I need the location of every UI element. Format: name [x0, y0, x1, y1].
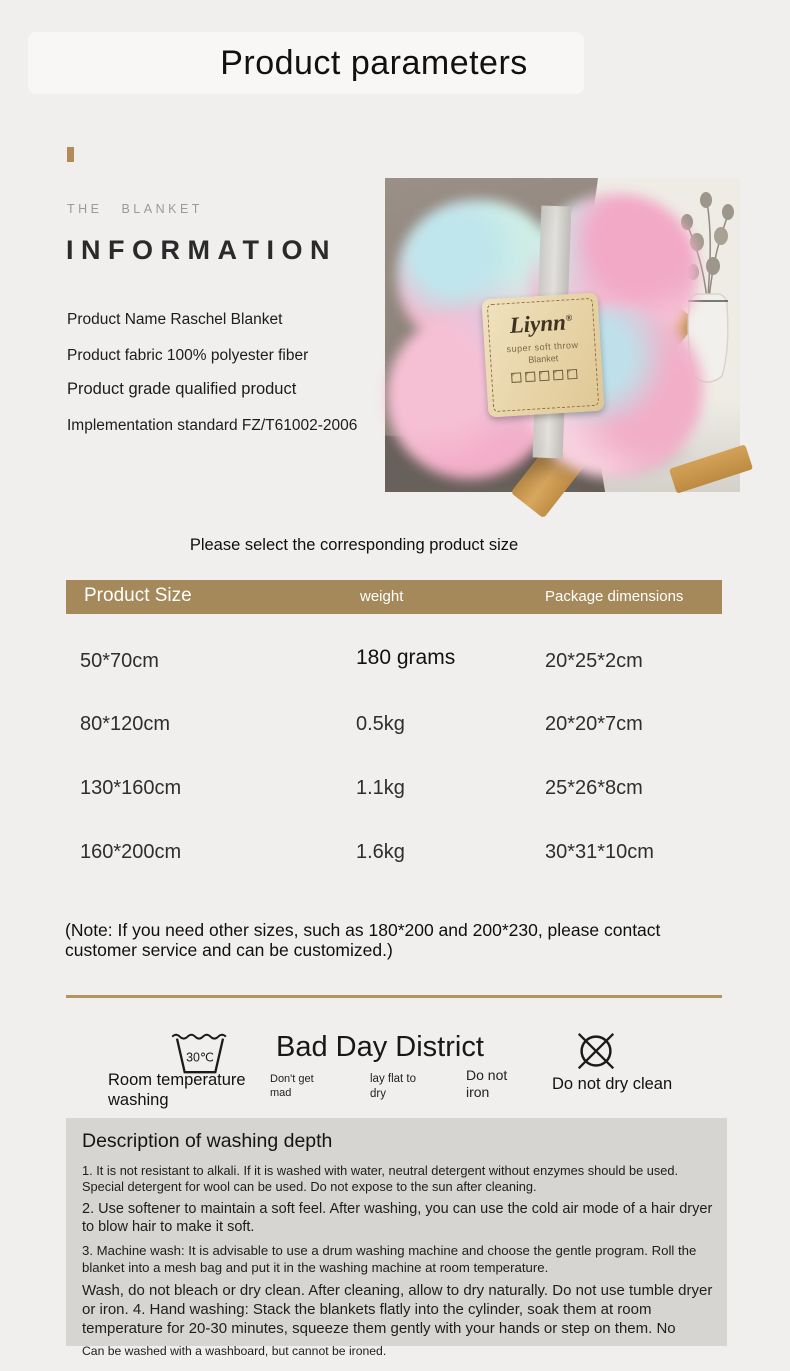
- cell-weight: 180 grams: [356, 646, 456, 669]
- care-brand-text: Bad Day District: [276, 1031, 484, 1063]
- cell-size: 160*200cm: [80, 841, 182, 863]
- header-weight: weight: [360, 588, 404, 605]
- cell-weight: 0.5kg: [356, 713, 405, 735]
- do-not-dry-clean-label: Do not dry clean: [552, 1075, 673, 1093]
- accent-bar: [67, 147, 74, 162]
- header-package-dimensions: Package dimensions: [545, 588, 684, 605]
- dont-get-mad-label: Don't get mad: [270, 1073, 314, 1100]
- size-prompt: Please select the corresponding product size: [189, 536, 519, 554]
- do-not-iron-label: Do not iron: [466, 1067, 508, 1100]
- washing-paragraph-1: 1. It is not resistant to alkali. If it is washed with water, neutral detergent without enzymes should be used. Special detergent for wool can be used. Do not expose to the sun after cleaning.: [82, 1163, 679, 1195]
- cell-package: 20*20*7cm: [545, 713, 643, 735]
- cell-package: 25*26*8cm: [545, 777, 643, 799]
- tag-brand-text: Liynn: [508, 309, 567, 338]
- size-table-header: [66, 580, 722, 614]
- room-temperature-washing-label: Room temperature washing: [108, 1071, 246, 1109]
- lay-flat-to-dry-label: lay flat to dry: [370, 1073, 417, 1100]
- washing-paragraph-2: 2. Use softener to maintain a soft feel. After washing, you can use the cold air mode of a hair dryer to blow hair to make it soft.: [82, 1201, 713, 1236]
- cell-size: 130*160cm: [80, 777, 182, 799]
- registered-mark: ®: [565, 312, 573, 323]
- washing-paragraph-5: Can be washed with a washboard, but cannot be ironed.: [82, 1344, 387, 1359]
- tag-subtitle-2: Blanket: [527, 353, 559, 365]
- washing-paragraph-3: 3. Machine wash: It is advisable to use a drum washing machine and choose the gentle program. Roll the blanket into a mesh bag and put it in the washing machine at room temperature.: [82, 1243, 697, 1275]
- size-note: (Note: If you need other sizes, such as 180*200 and 200*230, please contact customer service and can be customized.): [65, 920, 661, 960]
- tag-brand: [488, 308, 593, 340]
- page-title: Product parameters: [220, 44, 528, 82]
- cell-weight: 1.1kg: [356, 777, 405, 799]
- hang-tag-border: [487, 298, 599, 412]
- washing-description-box: [66, 1118, 727, 1359]
- cell-package: 20*25*2cm: [545, 650, 643, 672]
- product-name-line: Product Name Raschel Blanket: [67, 311, 283, 328]
- product-grade-line: Product grade qualified product: [67, 380, 297, 398]
- care-symbols-icon: [492, 368, 596, 384]
- info-eyebrow: THE BLANKET: [67, 202, 203, 216]
- no-dry-clean-icon: [572, 1029, 620, 1077]
- washing-paragraph-4: Wash, do not bleach or dry clean. After cleaning, allow to dry naturally. Do not use tumble dryer or iron. 4. Hand washing: Stack the blankets flatly into the cylinder, soak them at room temperature for 20-30 minutes, squeeze them gently with your hands or step on them. No: [82, 1282, 713, 1337]
- info-heading: INFORMATION: [66, 235, 337, 265]
- cell-size: 80*120cm: [80, 713, 171, 735]
- header-product-size: Product Size: [84, 585, 192, 606]
- wash-temp-label: 30℃: [186, 1050, 214, 1065]
- implementation-standard-line: Implementation standard FZ/T61002-2006: [67, 417, 358, 434]
- hang-tag: [482, 293, 605, 418]
- wash-30c-icon: [170, 1030, 230, 1076]
- section-divider: [66, 995, 722, 998]
- tag-subtitle: super soft throw: [506, 339, 579, 355]
- cell-package: 30*31*10cm: [545, 841, 654, 863]
- cell-weight: 1.6kg: [356, 841, 405, 863]
- product-fabric-line: Product fabric 100% polyester fiber: [67, 347, 309, 364]
- washing-box-heading: Description of washing depth: [82, 1130, 333, 1152]
- product-photo: [385, 178, 740, 492]
- cell-size: 50*70cm: [80, 650, 159, 672]
